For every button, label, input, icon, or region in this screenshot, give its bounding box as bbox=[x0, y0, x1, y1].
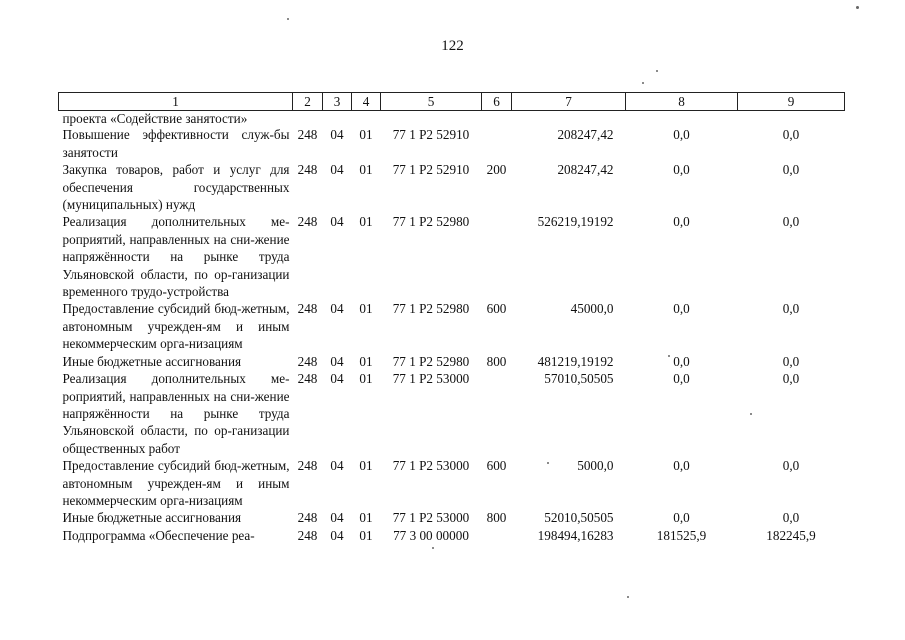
subsection-cell: 01 bbox=[359, 301, 373, 317]
amount-col9-cell: 182245,9 bbox=[766, 527, 816, 543]
code-cell: 248 bbox=[297, 458, 318, 474]
row-name-cell: Иные бюджетные ассигнования bbox=[62, 353, 242, 369]
table-row bbox=[59, 457, 845, 509]
page-number: 122 bbox=[441, 38, 464, 54]
target-article-cell: 77 1 Р2 53000 bbox=[392, 458, 470, 474]
amount-col9-cell: 0,0 bbox=[782, 127, 800, 143]
section-cell: 04 bbox=[330, 458, 344, 474]
table-row bbox=[59, 161, 845, 213]
section-cell: 04 bbox=[330, 371, 344, 387]
amount-col9-cell: 0,0 bbox=[782, 301, 800, 317]
target-article-cell: 77 3 00 00000 bbox=[393, 527, 469, 543]
target-article-cell: 77 1 Р2 53000 bbox=[392, 510, 470, 526]
expense-type-cell bbox=[482, 370, 512, 457]
amount-col7-cell: 208247,42 bbox=[557, 162, 614, 178]
code-cell: 248 bbox=[297, 527, 318, 543]
target-article-cell: 77 1 Р2 52980 bbox=[392, 214, 470, 230]
amount-col8-cell: 181525,9 bbox=[656, 527, 707, 543]
header-cell: 2 bbox=[293, 93, 323, 111]
code-cell: 248 bbox=[297, 301, 318, 317]
subsection-cell: 01 bbox=[359, 214, 373, 230]
header-cell: 5 bbox=[381, 93, 482, 111]
table-row bbox=[59, 213, 845, 300]
target-article-cell: 77 1 Р2 52910 bbox=[392, 162, 470, 178]
code-cell: 248 bbox=[297, 353, 318, 369]
table-row bbox=[59, 509, 845, 526]
amount-col8-cell: 0,0 bbox=[673, 127, 690, 143]
amount-col7-cell: 198494,16283 bbox=[537, 527, 614, 543]
expense-type-cell bbox=[482, 126, 512, 161]
row-name-cell: Предоставление субсидий бюд-жетным, автономным учрежден-ям и иным некоммерческим орга-низациям bbox=[62, 301, 290, 352]
row-name-cell: Реализация дополнительных ме-роприятий, направленных на сни-жение напряжённости на рынке труда Ульяновской области, по ор-ганизации общественных работ bbox=[62, 371, 290, 456]
amount-col8-cell: 0,0 bbox=[673, 353, 690, 369]
amount-col9-cell: 0,0 bbox=[782, 371, 800, 387]
row-name-cell: Иные бюджетные ассигнования bbox=[62, 510, 242, 526]
subsection-cell: 01 bbox=[359, 162, 373, 178]
row-name-cell: Реализация дополнительных ме-роприятий, направленных на сни-жение напряжённости на рынке труда Ульяновской области, по ор-ганизации временного трудо-устройства bbox=[62, 214, 290, 300]
code-cell: 248 bbox=[297, 214, 318, 230]
table-row bbox=[59, 527, 845, 544]
header-cell: 6 bbox=[482, 93, 512, 111]
subsection-cell: 01 bbox=[359, 510, 373, 526]
table-row bbox=[59, 126, 845, 161]
header-cell: 1 bbox=[59, 93, 293, 111]
target-article-cell: 77 1 Р2 52910 bbox=[392, 127, 470, 143]
amount-col9-cell: 0,0 bbox=[782, 214, 800, 230]
amount-col7-cell: 481219,19192 bbox=[537, 353, 614, 369]
header-cell: 4 bbox=[352, 93, 381, 111]
header-cell: 8 bbox=[626, 93, 738, 111]
expense-type-cell: 600 bbox=[486, 301, 507, 317]
section-cell: 04 bbox=[330, 353, 344, 369]
expense-type-cell: 800 bbox=[486, 510, 507, 526]
header-cell: 7 bbox=[512, 93, 626, 111]
amount-col7-cell: 52010,50505 bbox=[544, 510, 614, 526]
row-name-cell: Предоставление субсидий бюд-жетным, автономным учрежден-ям и иным некоммерческим орга-низациям bbox=[62, 458, 290, 508]
section-cell: 04 bbox=[330, 527, 344, 543]
continuation-row bbox=[59, 111, 845, 127]
subsection-cell: 01 bbox=[359, 127, 373, 143]
table-row bbox=[59, 370, 845, 457]
amount-col7-cell: 45000,0 bbox=[570, 301, 614, 317]
target-article-cell: 77 1 Р2 52980 bbox=[392, 353, 470, 369]
section-cell: 04 bbox=[330, 510, 344, 526]
expense-type-cell bbox=[482, 213, 512, 300]
row-name-cell: Закупка товаров, работ и услуг для обеспечения государственных (муниципальных) нужд bbox=[62, 162, 290, 213]
amount-col8-cell: 0,0 bbox=[673, 371, 690, 387]
subsection-cell: 01 bbox=[359, 527, 373, 543]
header-cell: 9 bbox=[738, 93, 845, 111]
amount-col8-cell: 0,0 bbox=[673, 458, 690, 474]
amount-col7-cell: 208247,42 bbox=[557, 127, 614, 143]
amount-col7-cell: 526219,19192 bbox=[537, 214, 614, 230]
row-name-cell: Повышение эффективности служ-бы занятости bbox=[62, 127, 290, 160]
section-cell: 04 bbox=[330, 127, 344, 143]
continuation-text: проекта «Содействие занятости» bbox=[62, 111, 248, 127]
amount-col8-cell: 0,0 bbox=[673, 510, 690, 526]
amount-col8-cell: 0,0 bbox=[673, 301, 690, 317]
section-cell: 04 bbox=[330, 301, 344, 317]
row-name-cell: Подпрограмма «Обеспечение реа- bbox=[62, 527, 255, 543]
amount-col7-cell: 57010,50505 bbox=[544, 371, 614, 387]
subsection-cell: 01 bbox=[359, 458, 373, 474]
code-cell: 248 bbox=[297, 162, 318, 178]
table-row bbox=[59, 353, 845, 370]
section-cell: 04 bbox=[330, 214, 344, 230]
budget-table bbox=[58, 92, 845, 544]
subsection-cell: 01 bbox=[359, 353, 373, 369]
expense-type-cell: 200 bbox=[486, 162, 507, 178]
amount-col8-cell: 0,0 bbox=[673, 162, 690, 178]
code-cell: 248 bbox=[297, 371, 318, 387]
amount-col9-cell: 0,0 bbox=[782, 458, 800, 474]
header-row bbox=[59, 93, 845, 111]
target-article-cell: 77 1 Р2 53000 bbox=[392, 371, 470, 387]
amount-col9-cell: 0,0 bbox=[782, 510, 800, 526]
code-cell: 248 bbox=[297, 127, 318, 143]
code-cell: 248 bbox=[297, 510, 318, 526]
target-article-cell: 77 1 Р2 52980 bbox=[392, 301, 470, 317]
expense-type-cell: 800 bbox=[486, 353, 507, 369]
amount-col9-cell: 0,0 bbox=[782, 162, 800, 178]
amount-col7-cell: 5000,0 bbox=[577, 458, 614, 474]
subsection-cell: 01 bbox=[359, 371, 373, 387]
expense-type-cell bbox=[482, 527, 512, 544]
amount-col9-cell: 0,0 bbox=[782, 353, 800, 369]
expense-type-cell: 600 bbox=[486, 458, 507, 474]
table-row bbox=[59, 300, 845, 352]
section-cell: 04 bbox=[330, 162, 344, 178]
header-cell: 3 bbox=[323, 93, 352, 111]
amount-col8-cell: 0,0 bbox=[673, 214, 690, 230]
